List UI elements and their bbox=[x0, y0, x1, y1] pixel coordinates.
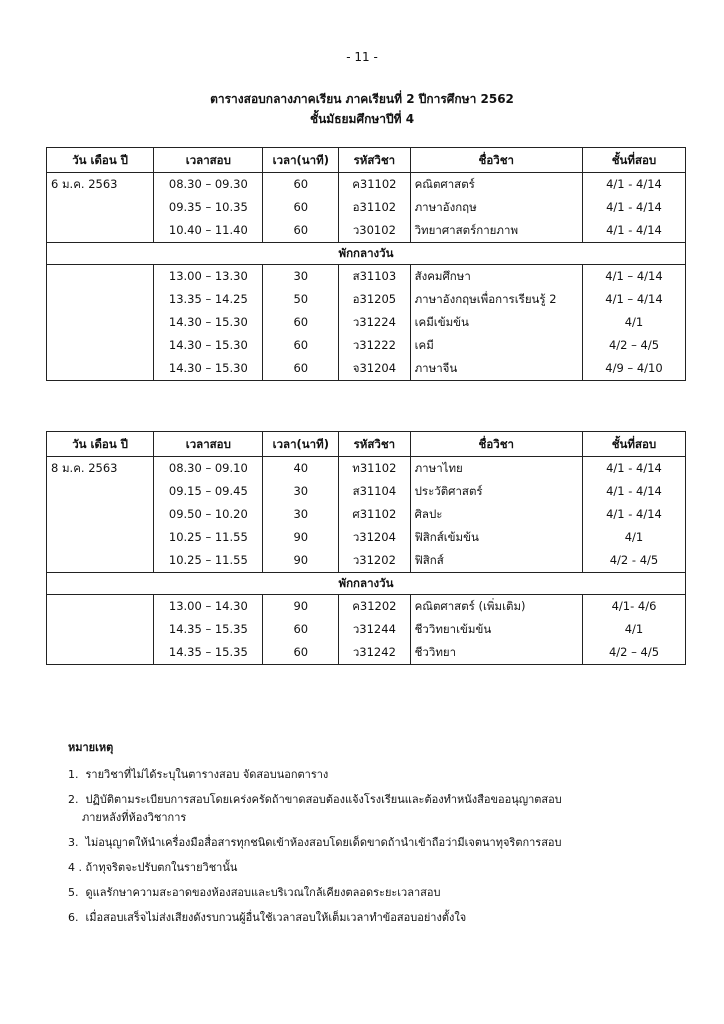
table-row bbox=[47, 265, 686, 289]
exam-rooms: 4/9 – 4/10 bbox=[582, 357, 685, 381]
exam-time: 14.35 – 15.35 bbox=[154, 618, 263, 641]
note-text: รายวิชาที่ไม่ได้ระบุในตารางสอบ จัดสอบนอกตาราง bbox=[85, 768, 329, 781]
note-number: 2. bbox=[68, 793, 79, 806]
exam-minutes: 60 bbox=[263, 196, 339, 219]
exam-minutes: 60 bbox=[263, 357, 339, 381]
exam-minutes: 60 bbox=[263, 618, 339, 641]
table-row bbox=[47, 618, 686, 641]
subject-code: ส31104 bbox=[339, 480, 410, 503]
exam-rooms: 4/1 bbox=[582, 618, 685, 641]
table-header-row bbox=[47, 432, 686, 457]
exam-rooms: 4/1 – 4/14 bbox=[582, 288, 685, 311]
table-row bbox=[47, 503, 686, 526]
table-row bbox=[47, 357, 686, 381]
exam-time: 08.30 – 09.10 bbox=[154, 457, 263, 481]
table-row bbox=[47, 334, 686, 357]
note-text: ดูแลรักษาความสะอาดของห้องสอบและบริเวณใกล้เคียงตลอดระยะเวลาสอบ bbox=[85, 886, 441, 899]
note-item bbox=[68, 859, 678, 877]
exam-time: 14.35 – 15.35 bbox=[154, 641, 263, 665]
exam-date-empty bbox=[47, 219, 154, 243]
table-row bbox=[47, 219, 686, 243]
exam-time: 10.25 – 11.55 bbox=[154, 549, 263, 573]
table-header-row bbox=[47, 148, 686, 173]
subject-code: ท31102 bbox=[339, 457, 410, 481]
table-row bbox=[47, 480, 686, 503]
subject-name: ฟิสิกส์เข้มข้น bbox=[410, 526, 582, 549]
note-text: เมื่อสอบเสร็จไม่ส่งเสียงดังรบกวนผู้อื่นใช้เวลาสอบให้เต็มเวลาทำข้อสอบอย่างตั้งใจ bbox=[85, 911, 467, 924]
header-rooms: ชั้นที่สอบ bbox=[582, 148, 685, 173]
note-item bbox=[68, 834, 678, 852]
subject-code: ว31242 bbox=[339, 641, 410, 665]
exam-date-empty bbox=[47, 311, 154, 334]
note-text: ปฏิบัติตามระเบียบการสอบโดยเคร่งครัดถ้าขาดสอบต้องแจ้งโรงเรียนและต้องทำหนังสือขออนุญาตสอบ bbox=[85, 793, 562, 806]
exam-rooms: 4/2 – 4/5 bbox=[582, 641, 685, 665]
subject-code: ว31204 bbox=[339, 526, 410, 549]
subject-name: ฟิสิกส์ bbox=[410, 549, 582, 573]
exam-date-empty bbox=[47, 503, 154, 526]
exam-time: 08.30 – 09.30 bbox=[154, 173, 263, 197]
exam-minutes: 50 bbox=[263, 288, 339, 311]
lunch-break-label: พักกลางวัน bbox=[47, 573, 686, 595]
exam-minutes: 90 bbox=[263, 595, 339, 619]
exam-date: 6 ม.ค. 2563 bbox=[47, 173, 154, 197]
exam-time: 13.00 – 13.30 bbox=[154, 265, 263, 289]
exam-date-empty bbox=[47, 196, 154, 219]
lunch-break-row bbox=[47, 573, 686, 595]
note-item bbox=[68, 766, 678, 784]
note-item bbox=[68, 909, 678, 927]
subject-name: ภาษาไทย bbox=[410, 457, 582, 481]
exam-rooms: 4/1 - 4/14 bbox=[582, 503, 685, 526]
exam-minutes: 60 bbox=[263, 334, 339, 357]
header-date: วัน เดือน ปี bbox=[47, 432, 154, 457]
exam-minutes: 60 bbox=[263, 173, 339, 197]
subject-code: ค31102 bbox=[339, 173, 410, 197]
subject-code: อ31205 bbox=[339, 288, 410, 311]
note-item bbox=[68, 791, 678, 827]
table-row bbox=[47, 196, 686, 219]
header-minutes: เวลา(นาที) bbox=[263, 432, 339, 457]
exam-minutes: 60 bbox=[263, 311, 339, 334]
exam-date-empty bbox=[47, 526, 154, 549]
exam-time: 09.50 – 10.20 bbox=[154, 503, 263, 526]
exam-date-empty bbox=[47, 480, 154, 503]
note-number: 6. bbox=[68, 911, 79, 924]
exam-rooms: 4/1 - 4/14 bbox=[582, 219, 685, 243]
note-item bbox=[68, 884, 678, 902]
lunch-break-row bbox=[47, 243, 686, 265]
exam-rooms: 4/1 – 4/14 bbox=[582, 265, 685, 289]
exam-minutes: 90 bbox=[263, 526, 339, 549]
exam-minutes: 30 bbox=[263, 480, 339, 503]
exam-time: 14.30 – 15.30 bbox=[154, 311, 263, 334]
table-row bbox=[47, 641, 686, 665]
notes-title: หมายเหตุ bbox=[68, 741, 114, 754]
header-subject: ชื่อวิชา bbox=[410, 432, 582, 457]
subject-name: สังคมศึกษา bbox=[410, 265, 582, 289]
subject-code: ว31222 bbox=[339, 334, 410, 357]
header-time: เวลาสอบ bbox=[154, 432, 263, 457]
subject-name: ภาษาอังกฤษ bbox=[410, 196, 582, 219]
exam-rooms: 4/1 bbox=[582, 311, 685, 334]
table-row bbox=[47, 173, 686, 197]
subject-code: ค31202 bbox=[339, 595, 410, 619]
exam-time: 14.30 – 15.30 bbox=[154, 334, 263, 357]
exam-minutes: 90 bbox=[263, 549, 339, 573]
exam-time: 10.25 – 11.55 bbox=[154, 526, 263, 549]
header-date: วัน เดือน ปี bbox=[47, 148, 154, 173]
subject-name: คณิตศาสตร์ bbox=[410, 173, 582, 197]
exam-date-empty bbox=[47, 265, 154, 289]
exam-rooms: 4/1 - 4/14 bbox=[582, 196, 685, 219]
subject-name: เคมี bbox=[410, 334, 582, 357]
table-row bbox=[47, 457, 686, 481]
exam-date-empty bbox=[47, 288, 154, 311]
table-row bbox=[47, 288, 686, 311]
exam-rooms: 4/2 – 4/5 bbox=[582, 334, 685, 357]
exam-time: 13.35 – 14.25 bbox=[154, 288, 263, 311]
subject-code: ส31103 bbox=[339, 265, 410, 289]
exam-date: 8 ม.ค. 2563 bbox=[47, 457, 154, 481]
exam-time: 13.00 – 14.30 bbox=[154, 595, 263, 619]
notes-section bbox=[68, 738, 678, 934]
exam-date-empty bbox=[47, 641, 154, 665]
subject-name: ภาษาจีน bbox=[410, 357, 582, 381]
notes-list bbox=[68, 766, 678, 927]
subject-name: วิทยาศาสตร์กายภาพ bbox=[410, 219, 582, 243]
subject-code: ศ31102 bbox=[339, 503, 410, 526]
header-rooms: ชั้นที่สอบ bbox=[582, 432, 685, 457]
exam-date-empty bbox=[47, 549, 154, 573]
exam-date-empty bbox=[47, 357, 154, 381]
exam-rooms: 4/1- 4/6 bbox=[582, 595, 685, 619]
document-title: ตารางสอบกลางภาคเรียน ภาคเรียนที่ 2 ปีการศึกษา 2562 bbox=[210, 92, 514, 106]
page-number: - 11 - bbox=[346, 50, 378, 64]
header-code: รหัสวิชา bbox=[339, 432, 410, 457]
exam-rooms: 4/1 - 4/14 bbox=[582, 457, 685, 481]
exam-date-empty bbox=[47, 595, 154, 619]
exam-minutes: 60 bbox=[263, 641, 339, 665]
header-subject: ชื่อวิชา bbox=[410, 148, 582, 173]
subject-code: ว30102 bbox=[339, 219, 410, 243]
note-text: ไม่อนุญาตให้นำเครื่องมือสื่อสารทุกชนิดเข้าห้องสอบโดยเด็ดขาดถ้านำเข้าถือว่ามีเจตนาทุจริตการสอบ bbox=[85, 836, 562, 849]
exam-date-empty bbox=[47, 618, 154, 641]
exam-minutes: 40 bbox=[263, 457, 339, 481]
note-number: 5. bbox=[68, 886, 79, 899]
note-number: 1. bbox=[68, 768, 79, 781]
document-subtitle: ชั้นมัธยมศึกษาปีที่ 4 bbox=[309, 112, 415, 126]
header-code: รหัสวิชา bbox=[339, 148, 410, 173]
exam-time: 10.40 – 11.40 bbox=[154, 219, 263, 243]
subject-name: ภาษาอังกฤษเพื่อการเรียนรู้ 2 bbox=[410, 288, 582, 311]
exam-rooms: 4/1 - 4/14 bbox=[582, 173, 685, 197]
note-number: 3. bbox=[68, 836, 79, 849]
exam-time: 14.30 – 15.30 bbox=[154, 357, 263, 381]
subject-name: ประวัติศาสตร์ bbox=[410, 480, 582, 503]
exam-schedule-table-day1 bbox=[46, 147, 686, 381]
note-number: 4 . bbox=[68, 861, 82, 874]
exam-minutes: 60 bbox=[263, 219, 339, 243]
subject-code: ว31244 bbox=[339, 618, 410, 641]
subject-code: ว31224 bbox=[339, 311, 410, 334]
table-row bbox=[47, 311, 686, 334]
exam-schedule-table-day2 bbox=[46, 431, 686, 665]
exam-minutes: 30 bbox=[263, 503, 339, 526]
subject-name: ชีววิทยา bbox=[410, 641, 582, 665]
subject-code: จ31204 bbox=[339, 357, 410, 381]
subject-name: ศิลปะ bbox=[410, 503, 582, 526]
header-time: เวลาสอบ bbox=[154, 148, 263, 173]
exam-minutes: 30 bbox=[263, 265, 339, 289]
subject-name: ชีววิทยาเข้มข้น bbox=[410, 618, 582, 641]
subject-name: คณิตศาสตร์ (เพิ่มเติม) bbox=[410, 595, 582, 619]
table-row bbox=[47, 526, 686, 549]
exam-rooms: 4/2 - 4/5 bbox=[582, 549, 685, 573]
exam-time: 09.15 – 09.45 bbox=[154, 480, 263, 503]
header-minutes: เวลา(นาที) bbox=[263, 148, 339, 173]
lunch-break-label: พักกลางวัน bbox=[47, 243, 686, 265]
subject-code: อ31102 bbox=[339, 196, 410, 219]
subject-code: ว31202 bbox=[339, 549, 410, 573]
exam-rooms: 4/1 bbox=[582, 526, 685, 549]
table-row bbox=[47, 549, 686, 573]
subject-name: เคมีเข้มข้น bbox=[410, 311, 582, 334]
exam-time: 09.35 – 10.35 bbox=[154, 196, 263, 219]
table-row bbox=[47, 595, 686, 619]
note-text: ถ้าทุจริตจะปรับตกในรายวิชานั้น bbox=[85, 861, 238, 874]
note-continuation: ภายหลังที่ห้องวิชาการ bbox=[82, 811, 187, 824]
exam-date-empty bbox=[47, 334, 154, 357]
exam-rooms: 4/1 - 4/14 bbox=[582, 480, 685, 503]
